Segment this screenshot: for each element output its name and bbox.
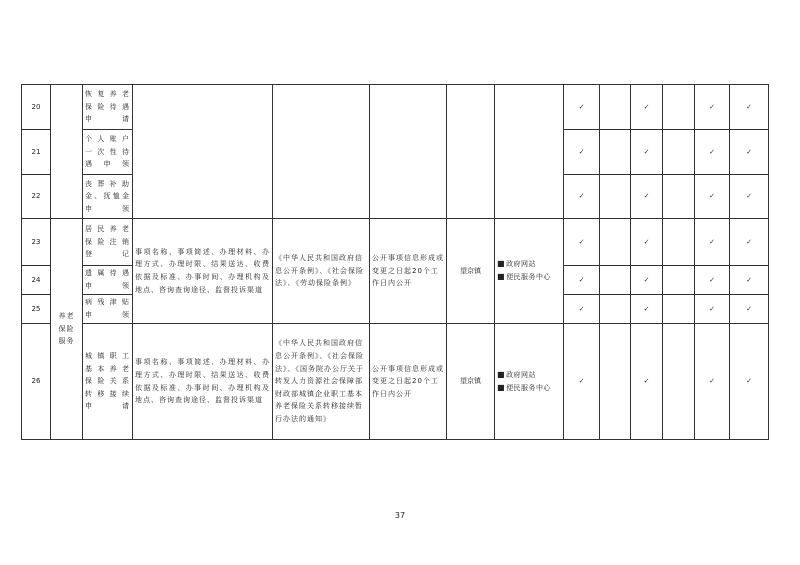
- check-mark: ✓: [730, 175, 769, 219]
- item-name: 病残津贴 申领: [83, 295, 133, 324]
- empty-subject-cell: [447, 85, 495, 219]
- check-mark: ✓: [695, 219, 730, 266]
- disclosure-basis: 《中华人民共和国政府信息公开条例》、《社会保险法》、《国务院办公厅关于转发人力资源社会保障部财政部城镇企业职工基本养老保险关系转移接续暂行办法的通知》: [273, 324, 370, 440]
- page-number: 37: [394, 511, 406, 520]
- item-name: 居民养老 保险注销 登记: [83, 219, 133, 266]
- check-mark: ✓: [695, 85, 730, 130]
- check-mark: ✓: [564, 85, 600, 130]
- empty-time-cell: [370, 85, 447, 219]
- empty-check-cell: [600, 295, 631, 324]
- check-mark: ✓: [564, 130, 600, 175]
- square-bullet-icon: ■: [497, 369, 506, 379]
- empty-content-cell: [133, 85, 273, 219]
- empty-check-cell: [600, 219, 631, 266]
- empty-check-cell: [600, 266, 631, 295]
- check-mark: ✓: [631, 219, 663, 266]
- disclosure-channels: [495, 324, 564, 440]
- disclosure-subject: 望京镇: [447, 219, 495, 324]
- row-number: 20: [22, 85, 51, 130]
- check-mark: ✓: [695, 175, 730, 219]
- check-mark: ✓: [631, 130, 663, 175]
- item-name: 个人账户 一次性待 遇申领: [83, 130, 133, 175]
- check-mark: ✓: [730, 266, 769, 295]
- table-row: [22, 324, 769, 440]
- check-mark: ✓: [631, 266, 663, 295]
- disclosure-subject: 望京镇: [447, 324, 495, 440]
- check-mark: ✓: [730, 219, 769, 266]
- check-mark: ✓: [695, 295, 730, 324]
- empty-category-cell: [51, 85, 83, 219]
- empty-check-cell: [663, 295, 695, 324]
- channel-item: ■政府网站: [497, 258, 561, 271]
- disclosure-basis: 《中华人民共和国政府信息公开条例》、《社会保险法》、《劳动保险条例》: [273, 219, 370, 324]
- empty-check-cell: [600, 85, 631, 130]
- table-row: [22, 219, 769, 266]
- check-mark: ✓: [695, 324, 730, 440]
- item-name: 丧葬补助 金、抚恤金 申领: [83, 175, 133, 219]
- square-bullet-icon: ■: [497, 382, 506, 392]
- channel-item: ■便民服务中心: [497, 271, 561, 284]
- check-mark: ✓: [631, 324, 663, 440]
- check-mark: ✓: [695, 266, 730, 295]
- disclosure-table: [21, 84, 769, 440]
- disclosure-content: 事项名称、事项简述、办理材料、办理方式、办理时限、结果送达、收费依据及标准、办事时间、办理机构及地点、咨询查询途径、监督投诉渠道: [133, 324, 273, 440]
- check-mark: ✓: [564, 175, 600, 219]
- empty-check-cell: [663, 175, 695, 219]
- disclosure-content: 事项名称、事项简述、办理材料、办理方式、办理时限、结果送达、收费依据及标准、办事时间、办理机构及地点、咨询查询途径、监督投诉渠道: [133, 219, 273, 324]
- check-mark: ✓: [564, 295, 600, 324]
- empty-check-cell: [663, 85, 695, 130]
- check-mark: ✓: [631, 175, 663, 219]
- check-mark: ✓: [730, 324, 769, 440]
- empty-check-cell: [663, 266, 695, 295]
- item-name: 遗属待遇 申领: [83, 266, 133, 295]
- disclosure-time: 公开事项信息形成或变更之日起20个工作日内公开: [370, 324, 447, 440]
- check-mark: ✓: [564, 266, 600, 295]
- row-number: 25: [22, 295, 51, 324]
- check-mark: ✓: [730, 295, 769, 324]
- empty-check-cell: [663, 130, 695, 175]
- row-number: 21: [22, 130, 51, 175]
- item-name: 恢复养老 保险待遇 申请: [83, 85, 133, 130]
- check-mark: ✓: [730, 85, 769, 130]
- empty-check-cell: [600, 175, 631, 219]
- row-number: 26: [22, 324, 51, 440]
- square-bullet-icon: ■: [497, 272, 506, 281]
- square-bullet-icon: ■: [497, 259, 506, 269]
- check-mark: ✓: [695, 130, 730, 175]
- check-mark: ✓: [564, 219, 600, 266]
- row-number: 22: [22, 175, 51, 219]
- check-mark: ✓: [564, 324, 600, 440]
- row-number: 24: [22, 266, 51, 295]
- item-name: 城镇职工 基本养老 保险关系 转移接续 申请: [83, 324, 133, 440]
- empty-channel-cell: [495, 85, 564, 219]
- disclosure-channels: [495, 219, 564, 324]
- row-number: 23: [22, 219, 51, 266]
- channel-item: ■便民服务中心: [497, 382, 561, 395]
- empty-basis-cell: [273, 85, 370, 219]
- check-mark: ✓: [730, 130, 769, 175]
- disclosure-time: 公开事项信息形成或变更之日起20个工作日内公开: [370, 219, 447, 324]
- check-mark: ✓: [631, 85, 663, 130]
- channel-item: ■政府网站: [497, 369, 561, 382]
- table-row: [22, 85, 769, 130]
- check-mark: ✓: [631, 295, 663, 324]
- empty-check-cell: [663, 219, 695, 266]
- empty-check-cell: [600, 324, 631, 440]
- empty-check-cell: [663, 324, 695, 440]
- empty-check-cell: [600, 130, 631, 175]
- category-cell: 养老 保险 服务: [51, 219, 83, 440]
